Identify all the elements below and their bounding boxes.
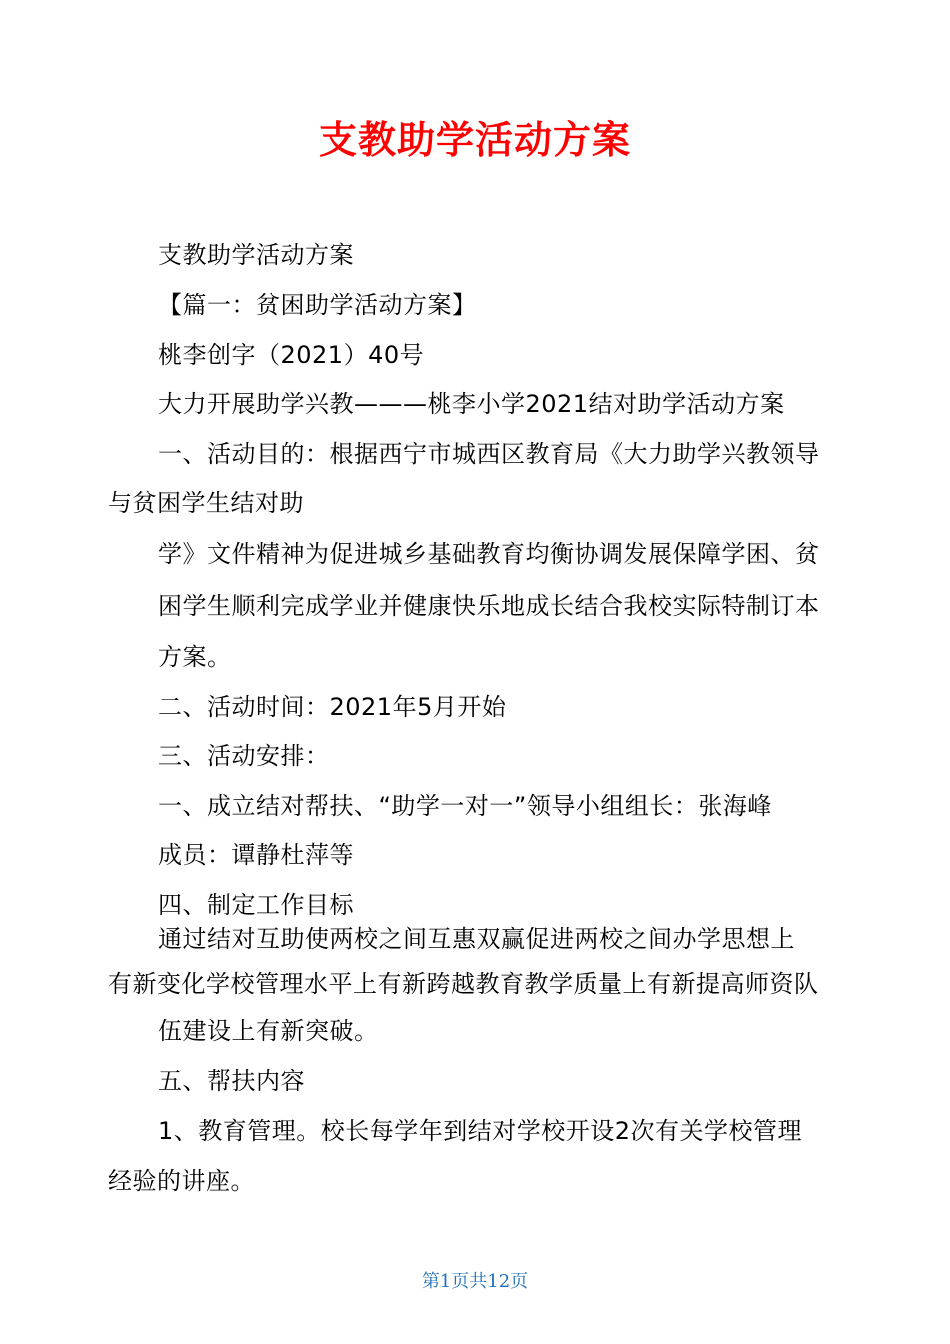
page-footer: 第1页共12页: [421, 1271, 529, 1292]
text-line: 【篇一：贫困助学活动方案】: [158, 291, 477, 319]
text-line: 学》文件精神为促进城乡基础教育均衡协调发展保障学困、贫: [158, 540, 820, 568]
text-line: 四、制定工作目标: [158, 891, 354, 919]
text-line: 与贫困学生结对助: [108, 489, 304, 517]
text-line: 成员：谭静杜萍等: [158, 841, 354, 869]
text-line: 三、活动安排：: [158, 742, 330, 770]
text-line: 一、成立结对帮扶、“助学一对一”领导小组组长：张海峰: [158, 792, 772, 820]
text-line: 桃李创字（2021）40号: [158, 341, 425, 369]
text-line: 五、帮扶内容: [158, 1067, 305, 1095]
text-line: 1、教育管理。校长每学年到结对学校开设2次有关学校管理: [158, 1117, 803, 1145]
text-line: 一、活动目的：根据西宁市城西区教育局《大力助学兴教领导: [158, 440, 820, 468]
text-line: 方案。: [158, 643, 232, 671]
document-title: 支教助学活动方案: [318, 118, 631, 162]
text-line: 有新变化学校管理水平上有新跨越教育教学质量上有新提高师资队: [108, 970, 819, 998]
text-line: 困学生顺利完成学业并健康快乐地成长结合我校实际特制订本: [158, 592, 820, 620]
text-line: 经验的讲座。: [108, 1167, 255, 1195]
text-line: 大力开展助学兴教———桃李小学2021结对助学活动方案: [158, 390, 785, 418]
text-line: 通过结对互助使两校之间互惠双赢促进两校之间办学思想上: [158, 925, 795, 953]
text-line: 二、活动时间：2021年5月开始: [158, 693, 507, 721]
text-line: 支教助学活动方案: [158, 241, 354, 269]
text-line: 伍建设上有新突破。: [158, 1017, 379, 1045]
